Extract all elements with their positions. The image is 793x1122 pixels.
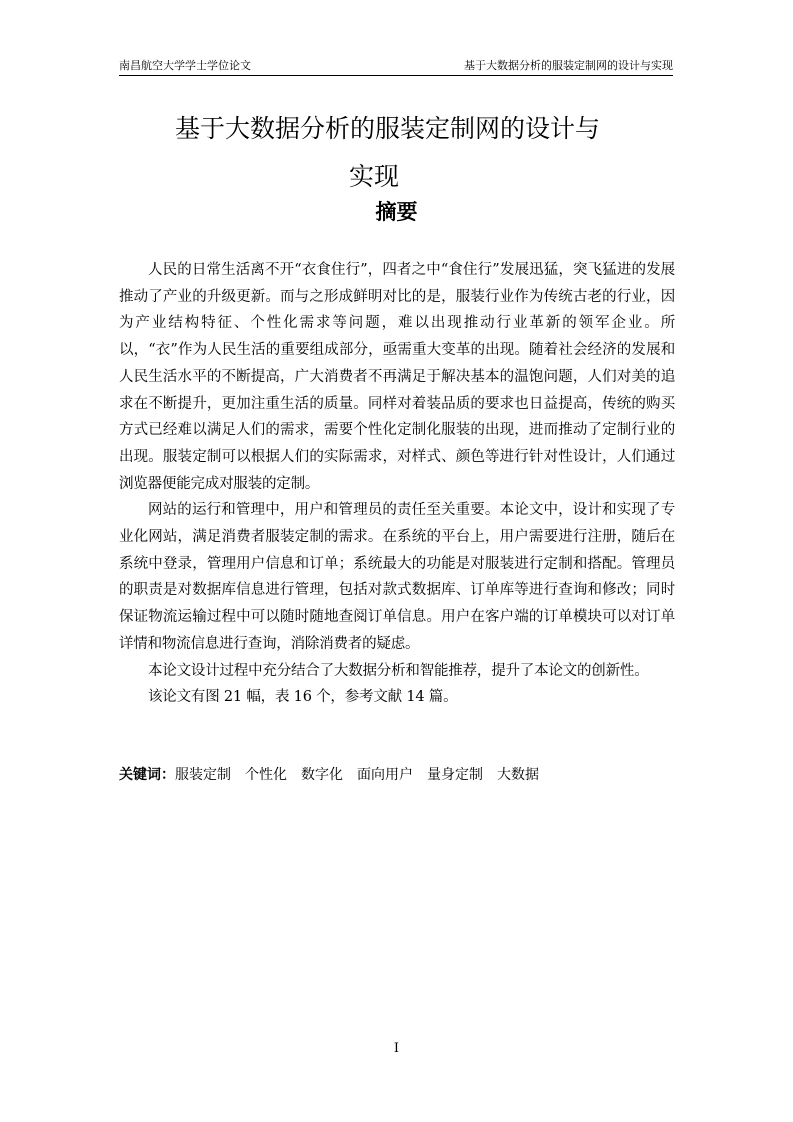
keyword: 面向用户: [357, 767, 413, 783]
header-thesis-title: 基于大数据分析的服装定制网的设计与实现: [464, 59, 673, 72]
page-number: I: [393, 1041, 400, 1056]
keywords-label: 关键词：: [119, 767, 175, 783]
thesis-title-line-2: 实现: [349, 162, 400, 191]
thesis-title-line-1: 基于大数据分析的服装定制网的设计与: [175, 114, 601, 143]
abstract-paragraph-3: 本论文设计过程中充分结合了大数据分析和智能推荐，提升了本论文的创新性。: [148, 662, 649, 679]
keywords-line: [119, 765, 675, 785]
abstract-paragraph-1: 人民的日常生活离不开“衣食住行”，四者之中“食住行”发展迅猛，突飞猛进的发展推动了产业的升级更新。而与之形成鲜明对比的是，服装行业作为传统古老的行业，因为产业结构特征、个性化需求等问题，难以出现推动行业革新的领军企业。所以，“衣”作为人民生活的重要组成部分，亟需重大变革的出现。随着社会经济的发展和人民生活水平的不断提高，广大消费者不再满足于解决基本的温饱问题，人们对美的追求在不断提升，更加注重生活的质量。同样对着装品质的要求也日益提高，传统的购买方式已经难以满足人们的需求，需要个性化定制化服装的出现，进而推动了定制行业的出现。服装定制可以根据人们的实际需求，对样式、颜色等进行针对性设计，人们通过浏览器便能完成对服装的定制。: [119, 262, 675, 492]
keyword: 大数据: [497, 767, 539, 783]
keyword: 个性化: [245, 767, 287, 783]
abstract-body: [119, 257, 675, 711]
thesis-title: [119, 105, 673, 201]
abstract-paragraph-4: 该论文有图 21 幅，表 16 个，参考文献 14 篇。: [148, 689, 458, 706]
keyword: 量身定制: [427, 767, 483, 783]
abstract-paragraph-2: 网站的运行和管理中，用户和管理员的责任至关重要。本论文中，设计和实现了专业化网站，满足消费者服装定制的需求。在系统的平台上，用户需要进行注册，随后在系统中登录，管理用户信息和订单；系统最大的功能是对服装进行定制和搭配。管理员的职责是对数据库信息进行管理，包括对款式数据库、订单库等进行查询和修改；同时保证物流运输过程中可以随时随地查阅订单信息。用户在客户端的订单模块可以对订单详情和物流信息进行查询，消除消费者的疑虑。: [119, 502, 675, 652]
page-header: [119, 55, 673, 76]
abstract-heading: 摘要: [375, 200, 418, 224]
keyword: 服装定制: [175, 767, 231, 783]
keyword: 数字化: [301, 767, 343, 783]
header-university: 南昌航空大学学士学位论文: [119, 59, 251, 72]
